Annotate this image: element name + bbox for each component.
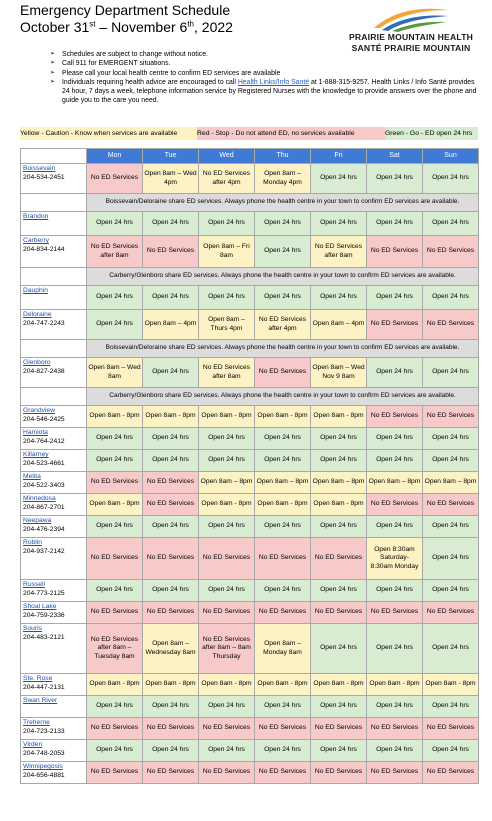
note-row-blank bbox=[21, 340, 87, 358]
schedule-cell: Open 24 hrs bbox=[255, 450, 311, 472]
site-cell bbox=[21, 286, 87, 310]
schedule-cell: Open 24 hrs bbox=[199, 516, 255, 538]
schedule-cell: Open 8am – 8pm bbox=[199, 472, 255, 494]
schedule-cell: Open 24 hrs bbox=[255, 580, 311, 602]
header-corner bbox=[21, 149, 87, 164]
schedule-cell: Open 24 hrs bbox=[87, 580, 143, 602]
schedule-cell: Open 24 hrs bbox=[143, 740, 199, 762]
schedule-cell: No ED Services bbox=[143, 602, 199, 624]
table-row bbox=[21, 236, 479, 268]
day-header: Tue bbox=[143, 149, 199, 164]
schedule-cell: No ED Services bbox=[367, 602, 423, 624]
schedule-cell: Open 24 hrs bbox=[311, 212, 367, 236]
site-phone: 204-764-2412 bbox=[23, 438, 65, 446]
schedule-cell: Open 8am - 8pm bbox=[255, 674, 311, 696]
schedule-cell: Open 24 hrs bbox=[311, 286, 367, 310]
schedule-cell: Open 24 hrs bbox=[367, 164, 423, 194]
schedule-cell: Open 8am – Wednesday 8am bbox=[143, 624, 199, 674]
site-cell bbox=[21, 494, 87, 516]
site-cell bbox=[21, 538, 87, 580]
site-phone: 204-534-2451 bbox=[23, 174, 65, 182]
schedule-cell: No ED Services after 4pm bbox=[199, 164, 255, 194]
schedule-cell: Open 24 hrs bbox=[199, 212, 255, 236]
schedule-cell: No ED Services bbox=[423, 236, 479, 268]
schedule-cell: Open 8am - 8pm bbox=[311, 674, 367, 696]
site-name-link[interactable]: Grandview bbox=[23, 407, 55, 414]
schedule-cell: No ED Services bbox=[423, 602, 479, 624]
site-cell bbox=[21, 674, 87, 696]
shared-services-note-row bbox=[21, 194, 479, 212]
site-name-link[interactable]: Russell bbox=[23, 581, 45, 588]
site-phone: 204-747-2243 bbox=[23, 320, 65, 328]
health-links-link[interactable]: Health Links/Info Santé bbox=[237, 78, 310, 86]
color-legend bbox=[20, 127, 478, 140]
schedule-cell: Open 8am – 4pm bbox=[143, 310, 199, 340]
schedule-cell: Open 24 hrs bbox=[311, 516, 367, 538]
table-row bbox=[21, 310, 479, 340]
table-row bbox=[21, 762, 479, 784]
table-row bbox=[21, 740, 479, 762]
site-cell bbox=[21, 516, 87, 538]
schedule-cell: Open 24 hrs bbox=[87, 740, 143, 762]
schedule-cell: Open 8am – 8pm bbox=[423, 472, 479, 494]
title-line-2: October 31st – November 6th, 2022 bbox=[20, 19, 233, 35]
site-phone: 204-656-4881 bbox=[23, 772, 65, 780]
site-cell bbox=[21, 624, 87, 674]
table-row bbox=[21, 358, 479, 388]
schedule-cell: Open 24 hrs bbox=[423, 164, 479, 194]
schedule-cell: Open 24 hrs bbox=[143, 450, 199, 472]
site-name-link[interactable]: Carberry bbox=[23, 237, 50, 244]
day-header: Sat bbox=[367, 149, 423, 164]
shared-services-note: Boissevain/Deloraine share ED services. Always phone the health centre in your town to confirm ED services are available. bbox=[87, 340, 479, 358]
site-name-link[interactable]: Roblin bbox=[23, 539, 42, 546]
site-phone: 204-546-2425 bbox=[23, 416, 65, 424]
schedule-cell: Open 8am – Wed 4pm bbox=[143, 164, 199, 194]
site-phone: 204-748-2053 bbox=[23, 750, 65, 758]
logo-text-french: SANTÉ PRAIRIE MOUNTAIN bbox=[351, 43, 471, 53]
schedule-cell: Open 24 hrs bbox=[423, 212, 479, 236]
schedule-cell: No ED Services bbox=[143, 718, 199, 740]
site-cell bbox=[21, 762, 87, 784]
schedule-cell: No ED Services bbox=[199, 762, 255, 784]
schedule-cell: Open 8am - 8pm bbox=[199, 494, 255, 516]
schedule-cell: No ED Services bbox=[199, 538, 255, 580]
schedule-cell: Open 24 hrs bbox=[367, 580, 423, 602]
table-row bbox=[21, 286, 479, 310]
note-row-blank bbox=[21, 388, 87, 406]
notes-list bbox=[50, 50, 480, 106]
schedule-cell: Open 8am – Wed 8am bbox=[87, 358, 143, 388]
schedule-cell: Open 24 hrs bbox=[311, 740, 367, 762]
schedule-cell: Open 24 hrs bbox=[367, 624, 423, 674]
site-cell bbox=[21, 358, 87, 388]
day-header: Wed bbox=[199, 149, 255, 164]
site-cell bbox=[21, 580, 87, 602]
schedule-cell: Open 24 hrs bbox=[367, 450, 423, 472]
schedule-cell: No ED Services bbox=[87, 538, 143, 580]
schedule-cell: No ED Services bbox=[255, 538, 311, 580]
schedule-cell: Open 24 hrs bbox=[199, 696, 255, 718]
schedule-cell: Open 24 hrs bbox=[311, 428, 367, 450]
site-name-link[interactable]: Deloraine bbox=[23, 311, 52, 318]
schedule-cell: No ED Services bbox=[367, 310, 423, 340]
site-name-link[interactable]: Glenboro bbox=[23, 359, 51, 366]
legend-yellow: Yellow - Caution - Know when services are available bbox=[20, 127, 197, 140]
site-cell bbox=[21, 428, 87, 450]
schedule-cell: Open 24 hrs bbox=[311, 164, 367, 194]
schedule-cell: Open 24 hrs bbox=[87, 286, 143, 310]
schedule-cell: Open 24 hrs bbox=[255, 236, 311, 268]
schedule-cell: Open 8am - 8pm bbox=[423, 674, 479, 696]
site-name-link[interactable]: Virden bbox=[23, 741, 43, 748]
schedule-cell: Open 24 hrs bbox=[423, 538, 479, 580]
note-item: ➢ Call 911 for EMERGENT situations. bbox=[50, 59, 480, 68]
schedule-cell: Open 24 hrs bbox=[255, 740, 311, 762]
schedule-cell: No ED Services after 8am bbox=[199, 358, 255, 388]
schedule-cell: Open 24 hrs bbox=[143, 212, 199, 236]
schedule-cell: Open 24 hrs bbox=[143, 286, 199, 310]
note-row-blank bbox=[21, 194, 87, 212]
site-cell bbox=[21, 406, 87, 428]
title-line-1: Emergency Department Schedule bbox=[20, 2, 231, 18]
site-cell bbox=[21, 450, 87, 472]
site-name-link[interactable]: Boissevain bbox=[23, 165, 56, 172]
site-phone: 204-447-2131 bbox=[23, 684, 65, 692]
schedule-cell: Open 24 hrs bbox=[199, 580, 255, 602]
table-row bbox=[21, 494, 479, 516]
schedule-cell: Open 8am – Thurs 4pm bbox=[199, 310, 255, 340]
site-cell bbox=[21, 696, 87, 718]
site-name-link[interactable]: Ste. Rose bbox=[23, 675, 53, 682]
schedule-cell: Open 8am - 8pm bbox=[143, 674, 199, 696]
schedule-cell: No ED Services bbox=[423, 406, 479, 428]
table-row bbox=[21, 674, 479, 696]
schedule-cell: Open 8am - 8pm bbox=[255, 494, 311, 516]
site-name-link[interactable]: Treherne bbox=[23, 719, 50, 726]
schedule-cell: Open 24 hrs bbox=[423, 580, 479, 602]
table-row bbox=[21, 516, 479, 538]
note-item: ➢ Please call your local health centre to confirm ED services are available bbox=[50, 69, 480, 78]
schedule-cell: No ED Services bbox=[255, 602, 311, 624]
schedule-cell: Open 8am – 8pm bbox=[311, 472, 367, 494]
site-name-link[interactable]: Neepawa bbox=[23, 517, 52, 524]
shared-services-note: Carberry/Glenboro share ED services. Always phone the health centre in your town to confirm ED services are available. bbox=[87, 268, 479, 286]
schedule-cell: Open 24 hrs bbox=[367, 696, 423, 718]
site-phone: 204-759-2336 bbox=[23, 612, 65, 620]
site-cell bbox=[21, 236, 87, 268]
schedule-cell: Open 24 hrs bbox=[255, 696, 311, 718]
table-row bbox=[21, 538, 479, 580]
schedule-cell: Open 24 hrs bbox=[143, 580, 199, 602]
note-item: ➢ Schedules are subject to change without notice. bbox=[50, 50, 480, 59]
table-row bbox=[21, 696, 479, 718]
schedule-cell: Open 8am - 8pm bbox=[87, 406, 143, 428]
site-phone: 204-483-2121 bbox=[23, 634, 65, 642]
schedule-cell: Open 24 hrs bbox=[367, 212, 423, 236]
schedule-cell: Open 24 hrs bbox=[87, 212, 143, 236]
schedule-cell: No ED Services bbox=[87, 164, 143, 194]
schedule-cell: No ED Services bbox=[143, 472, 199, 494]
page-title bbox=[20, 2, 233, 36]
table-row bbox=[21, 602, 479, 624]
schedule-cell: Open 8am - 8pm bbox=[311, 406, 367, 428]
site-name-link[interactable]: Dauphin bbox=[23, 287, 48, 294]
note-item: ➢ Individuals requiring health advice are encouraged to call Health Links/Info Santé at 1-888-315-9257. Health Links / Info Santé provides 24 hour, 7 days a week, telephone information service by Registered Nurses with the knowledge to provide answers over the phone and guide you to the care you need. bbox=[50, 78, 480, 106]
schedule-cell: No ED Services bbox=[255, 358, 311, 388]
site-cell bbox=[21, 164, 87, 194]
day-header: Sun bbox=[423, 149, 479, 164]
schedule-cell: Open 24 hrs bbox=[367, 358, 423, 388]
table-row bbox=[21, 718, 479, 740]
table-row bbox=[21, 406, 479, 428]
table-row bbox=[21, 580, 479, 602]
day-header: Mon bbox=[87, 149, 143, 164]
schedule-cell: Open 24 hrs bbox=[87, 516, 143, 538]
schedule-cell: No ED Services bbox=[143, 762, 199, 784]
logo-text-english: PRAIRIE MOUNTAIN HEALTH bbox=[348, 32, 474, 42]
day-header: Fri bbox=[311, 149, 367, 164]
schedule-cell: Open 24 hrs bbox=[87, 310, 143, 340]
schedule-cell: No ED Services bbox=[143, 538, 199, 580]
schedule-cell: No ED Services bbox=[423, 310, 479, 340]
site-phone: 204-476-2394 bbox=[23, 526, 65, 534]
schedule-cell: Open 24 hrs bbox=[199, 286, 255, 310]
schedule-cell: Open 8am – Monday 8am bbox=[255, 624, 311, 674]
site-name-link[interactable]: Shoal Lake bbox=[23, 603, 57, 610]
site-name-link[interactable]: Hamiota bbox=[23, 429, 48, 436]
site-phone: 204-867-2701 bbox=[23, 504, 65, 512]
schedule-cell: Open 24 hrs bbox=[87, 450, 143, 472]
schedule-cell: Open 8am – 8pm bbox=[255, 472, 311, 494]
schedule-cell: No ED Services bbox=[423, 718, 479, 740]
schedule-cell: Open 8am - 8pm bbox=[311, 494, 367, 516]
schedule-cell: Open 24 hrs bbox=[143, 358, 199, 388]
site-name-link[interactable]: Melita bbox=[23, 473, 41, 480]
site-cell bbox=[21, 718, 87, 740]
site-name-link[interactable]: Souris bbox=[23, 625, 42, 632]
schedule-cell: No ED Services bbox=[87, 718, 143, 740]
schedule-cell: No ED Services bbox=[87, 472, 143, 494]
site-phone: 204-523-4661 bbox=[23, 460, 65, 468]
site-name-link[interactable]: Winnipegosis bbox=[23, 763, 63, 770]
schedule-cell: No ED Services bbox=[87, 762, 143, 784]
site-name-link[interactable]: Minnedosa bbox=[23, 495, 56, 502]
schedule-cell: Open 24 hrs bbox=[423, 286, 479, 310]
site-cell bbox=[21, 472, 87, 494]
schedule-cell: Open 8am - 8pm bbox=[199, 674, 255, 696]
schedule-cell: Open 8am – Wed Nov 9 8am bbox=[311, 358, 367, 388]
schedule-cell: No ED Services bbox=[367, 406, 423, 428]
shared-services-note-row bbox=[21, 388, 479, 406]
schedule-cell: Open 24 hrs bbox=[423, 358, 479, 388]
schedule-cell: No ED Services bbox=[367, 236, 423, 268]
site-cell bbox=[21, 212, 87, 236]
schedule-cell: No ED Services bbox=[367, 494, 423, 516]
schedule-cell: No ED Services after 4pm bbox=[255, 310, 311, 340]
schedule-cell: No ED Services bbox=[311, 718, 367, 740]
schedule-cell: Open 8am - 8pm bbox=[255, 406, 311, 428]
schedule-cell: Open 24 hrs bbox=[255, 212, 311, 236]
schedule-cell: Open 24 hrs bbox=[423, 740, 479, 762]
schedule-cell: No ED Services bbox=[311, 762, 367, 784]
schedule-cell: Open 24 hrs bbox=[143, 516, 199, 538]
table-row bbox=[21, 212, 479, 236]
table-row bbox=[21, 472, 479, 494]
schedule-cell: No ED Services bbox=[423, 762, 479, 784]
schedule-cell: No ED Services bbox=[199, 602, 255, 624]
schedule-cell: Open 8am - 8pm bbox=[143, 406, 199, 428]
schedule-cell: Open 24 hrs bbox=[423, 428, 479, 450]
schedule-cell: Open 24 hrs bbox=[87, 696, 143, 718]
site-name-link[interactable]: Brandon bbox=[23, 213, 49, 220]
shared-services-note: Carberry/Glenboro share ED services. Always phone the health centre in your town to confirm ED services are available. bbox=[87, 388, 479, 406]
schedule-cell: No ED Services after 8am bbox=[311, 236, 367, 268]
schedule-cell: Open 24 hrs bbox=[311, 696, 367, 718]
site-cell bbox=[21, 740, 87, 762]
schedule-cell: Open 24 hrs bbox=[199, 740, 255, 762]
site-phone: 204-723-2133 bbox=[23, 728, 65, 736]
shared-services-note-row bbox=[21, 340, 479, 358]
table-row bbox=[21, 624, 479, 674]
schedule-cell: Open 24 hrs bbox=[199, 428, 255, 450]
schedule-cell: No ED Services bbox=[311, 602, 367, 624]
note-row-blank bbox=[21, 268, 87, 286]
schedule-cell: No ED Services bbox=[143, 494, 199, 516]
schedule-cell: No ED Services bbox=[255, 762, 311, 784]
legend-red: Red - Stop - Do not attend ED, no services available bbox=[197, 127, 385, 140]
schedule-cell: Open 8am - 8pm bbox=[87, 674, 143, 696]
schedule-cell: Open 24 hrs bbox=[423, 516, 479, 538]
table-row bbox=[21, 164, 479, 194]
schedule-cell: Open 8am – 8pm bbox=[367, 472, 423, 494]
schedule-cell: Open 24 hrs bbox=[367, 516, 423, 538]
schedule-cell: Open 8:30am Saturday- 8:30am Monday bbox=[367, 538, 423, 580]
schedule-cell: Open 24 hrs bbox=[367, 740, 423, 762]
table-row bbox=[21, 428, 479, 450]
shared-services-note-row bbox=[21, 268, 479, 286]
schedule-cell: No ED Services bbox=[143, 236, 199, 268]
site-name-link[interactable]: Killarney bbox=[23, 451, 49, 458]
site-cell bbox=[21, 602, 87, 624]
schedule-cell: Open 24 hrs bbox=[255, 516, 311, 538]
schedule-cell: Open 8am – Monday 4pm bbox=[255, 164, 311, 194]
schedule-cell: Open 8am - 8pm bbox=[367, 674, 423, 696]
schedule-cell: Open 24 hrs bbox=[255, 428, 311, 450]
schedule-cell: No ED Services bbox=[87, 602, 143, 624]
schedule-cell: No ED Services bbox=[311, 538, 367, 580]
schedule-cell: Open 24 hrs bbox=[199, 450, 255, 472]
schedule-cell: No ED Services bbox=[199, 718, 255, 740]
schedule-cell: No ED Services after 8am bbox=[87, 236, 143, 268]
schedule-cell: Open 24 hrs bbox=[423, 450, 479, 472]
site-phone: 204-827-2438 bbox=[23, 368, 65, 376]
schedule-cell: No ED Services bbox=[367, 762, 423, 784]
schedule-cell: Open 24 hrs bbox=[423, 696, 479, 718]
schedule-cell: Open 8am - 8pm bbox=[87, 494, 143, 516]
site-phone: 204-773-2125 bbox=[23, 590, 65, 598]
site-cell bbox=[21, 310, 87, 340]
table-row bbox=[21, 450, 479, 472]
shared-services-note: Boissevain/Deloraine share ED services. Always phone the health centre in your town to confirm ED services are available. bbox=[87, 194, 479, 212]
schedule-table bbox=[20, 148, 479, 784]
schedule-cell: Open 24 hrs bbox=[143, 428, 199, 450]
schedule-cell: No ED Services bbox=[255, 718, 311, 740]
schedule-cell: Open 24 hrs bbox=[311, 450, 367, 472]
schedule-cell: Open 24 hrs bbox=[87, 428, 143, 450]
schedule-cell: Open 24 hrs bbox=[143, 696, 199, 718]
schedule-cell: Open 24 hrs bbox=[311, 624, 367, 674]
day-header: Thu bbox=[255, 149, 311, 164]
schedule-cell: Open 24 hrs bbox=[311, 580, 367, 602]
day-header-row bbox=[21, 149, 479, 164]
schedule-cell: No ED Services bbox=[423, 494, 479, 516]
schedule-cell: Open 24 hrs bbox=[367, 286, 423, 310]
site-phone: 204-522-3403 bbox=[23, 482, 65, 490]
schedule-cell: Open 24 hrs bbox=[423, 624, 479, 674]
swoosh-logo-icon bbox=[370, 6, 452, 32]
schedule-cell: Open 8am – Fri 8am bbox=[199, 236, 255, 268]
site-name-link[interactable]: Swan River bbox=[23, 697, 58, 704]
schedule-body bbox=[21, 164, 479, 784]
site-phone: 204-834-2144 bbox=[23, 246, 65, 254]
schedule-cell: Open 24 hrs bbox=[367, 428, 423, 450]
legend-green: Green - Go - ED open 24 hrs bbox=[385, 127, 478, 140]
schedule-cell: No ED Services after 8am – 8am Thursday bbox=[199, 624, 255, 674]
schedule-cell: Open 8am – 4pm bbox=[311, 310, 367, 340]
schedule-cell: Open 24 hrs bbox=[255, 286, 311, 310]
schedule-cell: No ED Services after 8am – Tuesday 8am bbox=[87, 624, 143, 674]
site-phone: 204-937-2142 bbox=[23, 548, 65, 556]
schedule-cell: Open 8am - 8pm bbox=[199, 406, 255, 428]
schedule-cell: No ED Services bbox=[367, 718, 423, 740]
